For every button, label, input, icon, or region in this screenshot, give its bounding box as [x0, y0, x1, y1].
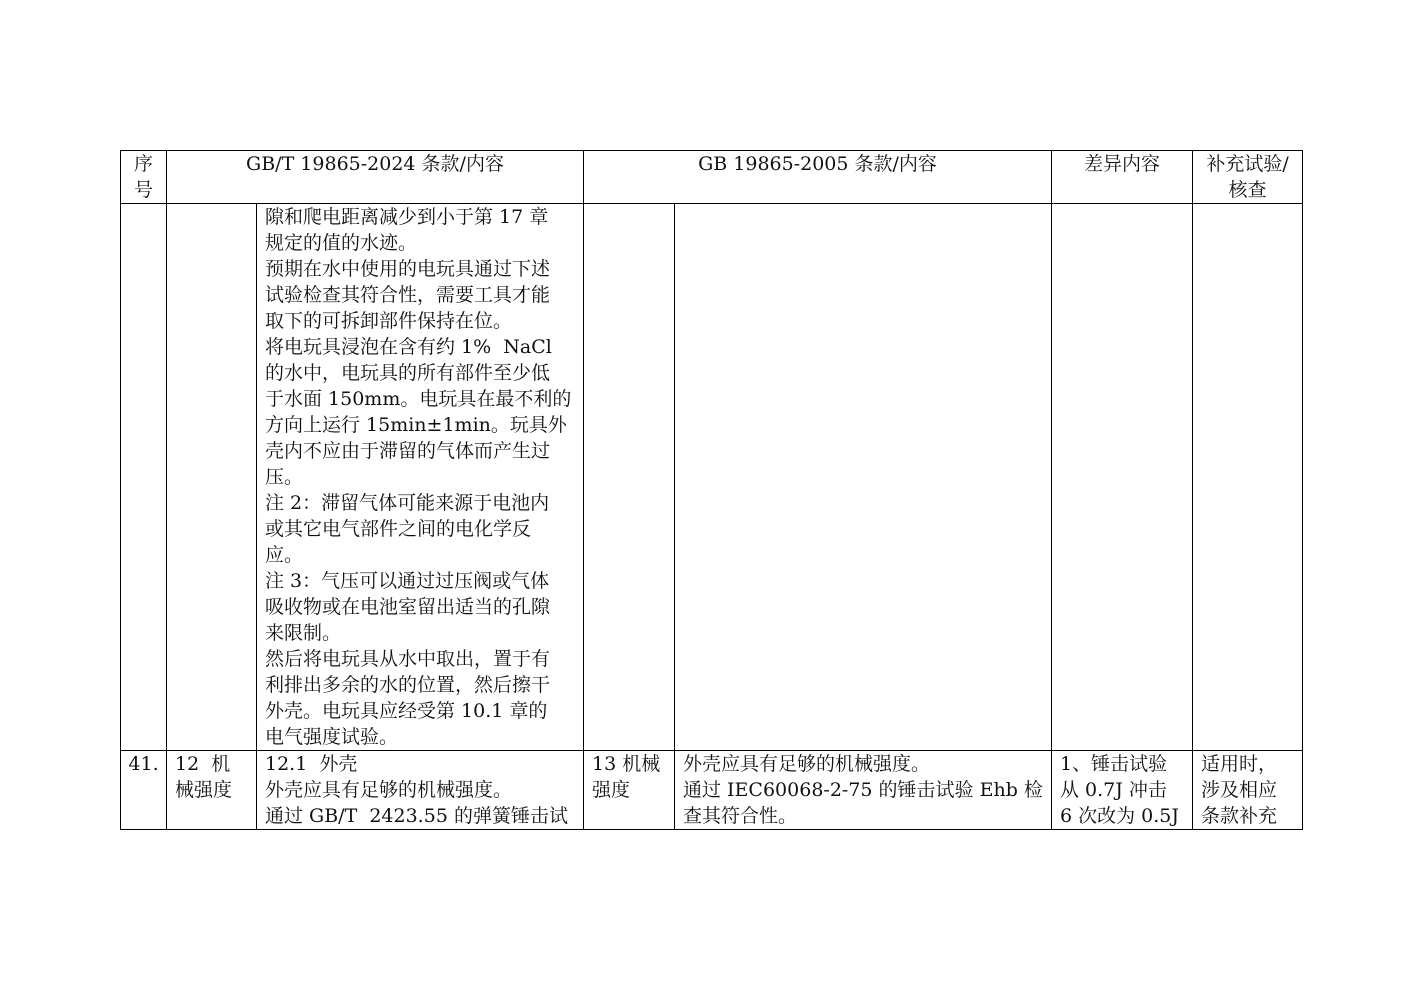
cont-content-line: 于水面 150mm。电玩具在最不利的 [265, 388, 572, 410]
row41-new-clause [167, 751, 257, 830]
cont-content-line: 外壳。电玩具应经受第 10.1 章的 [265, 700, 548, 722]
cont-old-clause-cell [584, 204, 675, 751]
header-row [121, 151, 1303, 204]
row41-supplement-line1: 适用时， [1201, 753, 1278, 775]
cont-old-content-cell [675, 204, 1052, 751]
row41-new-content [257, 751, 584, 830]
cont-content-text [257, 204, 583, 750]
row41-supplement-line3: 条款补充 [1201, 805, 1278, 827]
cont-content-line: 或其它电气部件之间的电化学反 [265, 518, 532, 540]
cont-content-cell [257, 204, 584, 751]
cont-content-line: 预期在水中使用的电玩具通过下述 [265, 258, 551, 280]
header-old-standard-label: GB 19865-2005 条款/内容 [698, 153, 937, 175]
row41-diff-line3: 6 次改为 0.5J [1060, 805, 1180, 827]
cont-clause-cell [167, 204, 257, 751]
cont-content-line: 注 2：滞留气体可能来源于电池内 [265, 492, 550, 514]
row41-diff-line2: 从 0.7J 冲击 [1060, 779, 1167, 801]
row41-new-clause-line1: 12 机 [175, 753, 231, 775]
row41-seq [121, 751, 167, 830]
cont-seq-cell [121, 204, 167, 751]
header-new-standard [167, 151, 584, 204]
row41-old-clause [584, 751, 675, 830]
row41-old-content-line2: 通过 IEC60068-2-75 的锤击试验 Ehb 检 [683, 779, 1043, 801]
cont-content-line: 的水中，电玩具的所有部件至少低 [265, 362, 551, 384]
cont-content-line: 将电玩具浸泡在含有约 1% NaCl [265, 336, 552, 358]
row41-diff-line1: 1、锤击试验 [1060, 753, 1168, 775]
cont-content-line: 取下的可拆卸部件保持在位。 [265, 310, 513, 332]
cont-content-line: 然后将电玩具从水中取出，置于有 [265, 648, 551, 670]
header-diff [1052, 151, 1193, 204]
row41-diff [1052, 751, 1193, 830]
row41-new-content-line1: 12.1 外壳 [265, 753, 358, 775]
header-diff-label: 差异内容 [1084, 153, 1161, 175]
row41-new-clause-line2: 械强度 [175, 779, 233, 801]
header-seq [121, 151, 167, 204]
cont-supp-cell [1193, 204, 1303, 751]
cont-content-line: 注 3：气压可以通过过压阀或气体 [265, 570, 550, 592]
cont-content-line: 压。 [265, 466, 304, 488]
cont-content-line: 利排出多余的水的位置，然后擦干 [265, 674, 551, 696]
row41-supplement [1193, 751, 1303, 830]
row41-supplement-line2: 涉及相应 [1201, 779, 1278, 801]
header-seq-line2: 号 [133, 179, 153, 201]
cont-content-line: 隙和爬电距离减少到小于第 17 章 [265, 206, 549, 228]
row41-old-content-line3: 查其符合性。 [683, 805, 798, 827]
cont-content-line: 壳内不应由于滞留的气体而产生过 [265, 440, 551, 462]
header-supplement-line2: 核查 [1228, 179, 1267, 201]
comparison-table [120, 150, 1303, 830]
header-old-standard [584, 151, 1052, 204]
row41-new-content-line3: 通过 GB/T 2423.55 的弹簧锤击试 [265, 805, 568, 827]
header-supplement [1193, 151, 1303, 204]
cont-content-line: 来限制。 [265, 622, 342, 644]
row41-old-clause-line2: 强度 [592, 779, 631, 801]
row41-new-content-line2: 外壳应具有足够的机械强度。 [265, 779, 513, 801]
table-row-41 [121, 751, 1303, 830]
cont-content-line: 应。 [265, 544, 304, 566]
row41-seq-label: 41. [128, 753, 159, 775]
cont-content-line: 方向上运行 15min±1min。玩具外 [265, 414, 567, 436]
cont-content-line: 规定的值的水迹。 [265, 232, 418, 254]
header-seq-line1: 序 [133, 153, 153, 175]
cont-content-line: 试验检查其符合性，需要工具才能 [265, 284, 551, 306]
row41-old-content-line1: 外壳应具有足够的机械强度。 [683, 753, 931, 775]
row41-old-clause-line1: 13 机械 [592, 753, 661, 775]
cont-content-line: 吸收物或在电池室留出适当的孔隙 [265, 596, 551, 618]
cont-content-line: 电气强度试验。 [265, 726, 399, 748]
table-row-continuation [121, 204, 1303, 751]
header-supplement-line1: 补充试验/ [1206, 153, 1289, 175]
row41-old-content [675, 751, 1052, 830]
cont-diff-cell [1052, 204, 1193, 751]
header-new-standard-label: GB/T 19865-2024 条款/内容 [246, 153, 504, 175]
